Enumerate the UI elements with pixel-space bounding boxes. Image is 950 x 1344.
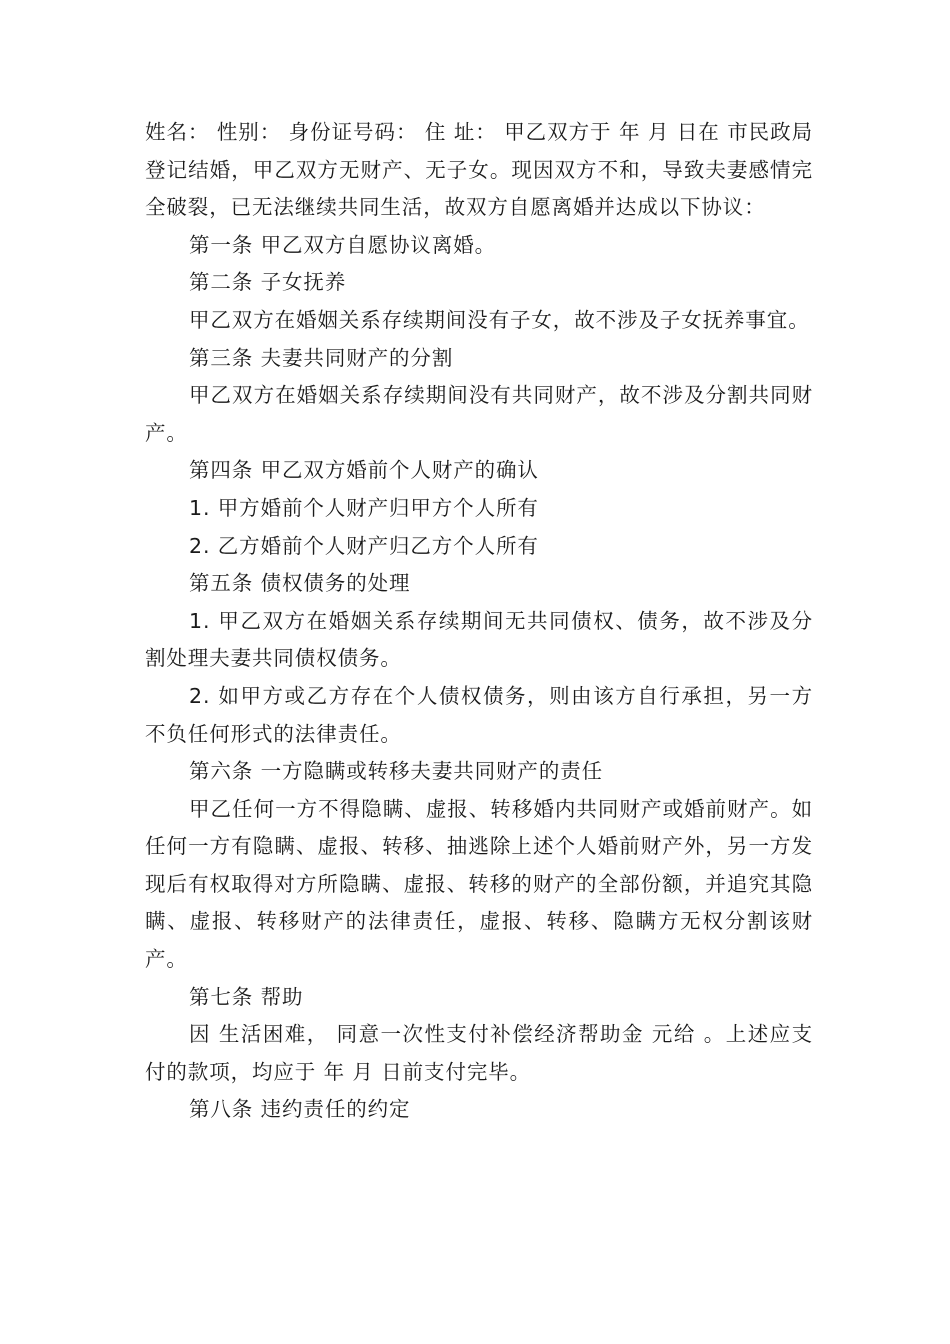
article-5-heading: 第五条 债权债务的处理 bbox=[189, 571, 411, 596]
article-5-item-1: 1. 甲乙双方在婚姻关系存续期间无共同债权、债务，故不涉及分割处理夫妻共同债权债务。 bbox=[145, 608, 813, 671]
document-body bbox=[145, 114, 813, 1129]
article-7-body: 因 生活困难， 同意一次性支付补偿经济帮助金 元给 。上述应支付的款项，均应于 年 月 日前支付完毕。 bbox=[145, 1022, 813, 1084]
article-8-heading: 第八条 违约责任的约定 bbox=[189, 1097, 411, 1122]
article-6-heading: 第六条 一方隐瞒或转移夫妻共同财产的责任 bbox=[189, 759, 604, 784]
article-2-heading: 第二条 子女抚养 bbox=[189, 270, 347, 295]
article-1-heading: 第一条 甲乙双方自愿协议离婚。 bbox=[189, 232, 497, 257]
article-7-heading: 第七条 帮助 bbox=[189, 984, 304, 1009]
article-2-body: 甲乙双方在婚姻关系存续期间没有子女，故不涉及子女抚养事宜。 bbox=[189, 307, 810, 332]
article-3-body: 甲乙双方在婚姻关系存续期间没有共同财产，故不涉及分割共同财产。 bbox=[145, 383, 813, 445]
article-3-heading: 第三条 夫妻共同财产的分割 bbox=[189, 345, 454, 370]
article-5-item-2: 2. 如甲方或乙方存在个人债权债务，则由该方自行承担，另一方不负任何形式的法律责任。 bbox=[145, 683, 813, 746]
article-4-item-2: 2. 乙方婚前个人财产归乙方个人所有 bbox=[189, 533, 539, 558]
article-4-item-1: 1. 甲方婚前个人财产归甲方个人所有 bbox=[189, 495, 539, 520]
intro-paragraph: 姓名： 性别： 身份证号码： 住 址： 甲乙双方于 年 月 日在 市民政局登记结婚，甲乙双方无财产、无子女。现因双方不和，导致夫妻感情完全破裂，已无法继续共同生活，故双方自愿离婚并达成以下协议： bbox=[145, 120, 813, 220]
article-6-body: 甲乙任何一方不得隐瞒、虚报、转移婚内共同财产或婚前财产。如任何一方有隐瞒、虚报、转移、抽逃除上述个人婚前财产外，另一方发现后有权取得对方所隐瞒、虚报、转移的财产的全部份额，并追究其隐瞒、虚报、转移财产的法律责任，虚报、转移、隐瞒方无权分割该财产。 bbox=[145, 796, 813, 972]
article-4-heading: 第四条 甲乙双方婚前个人财产的确认 bbox=[189, 458, 539, 483]
